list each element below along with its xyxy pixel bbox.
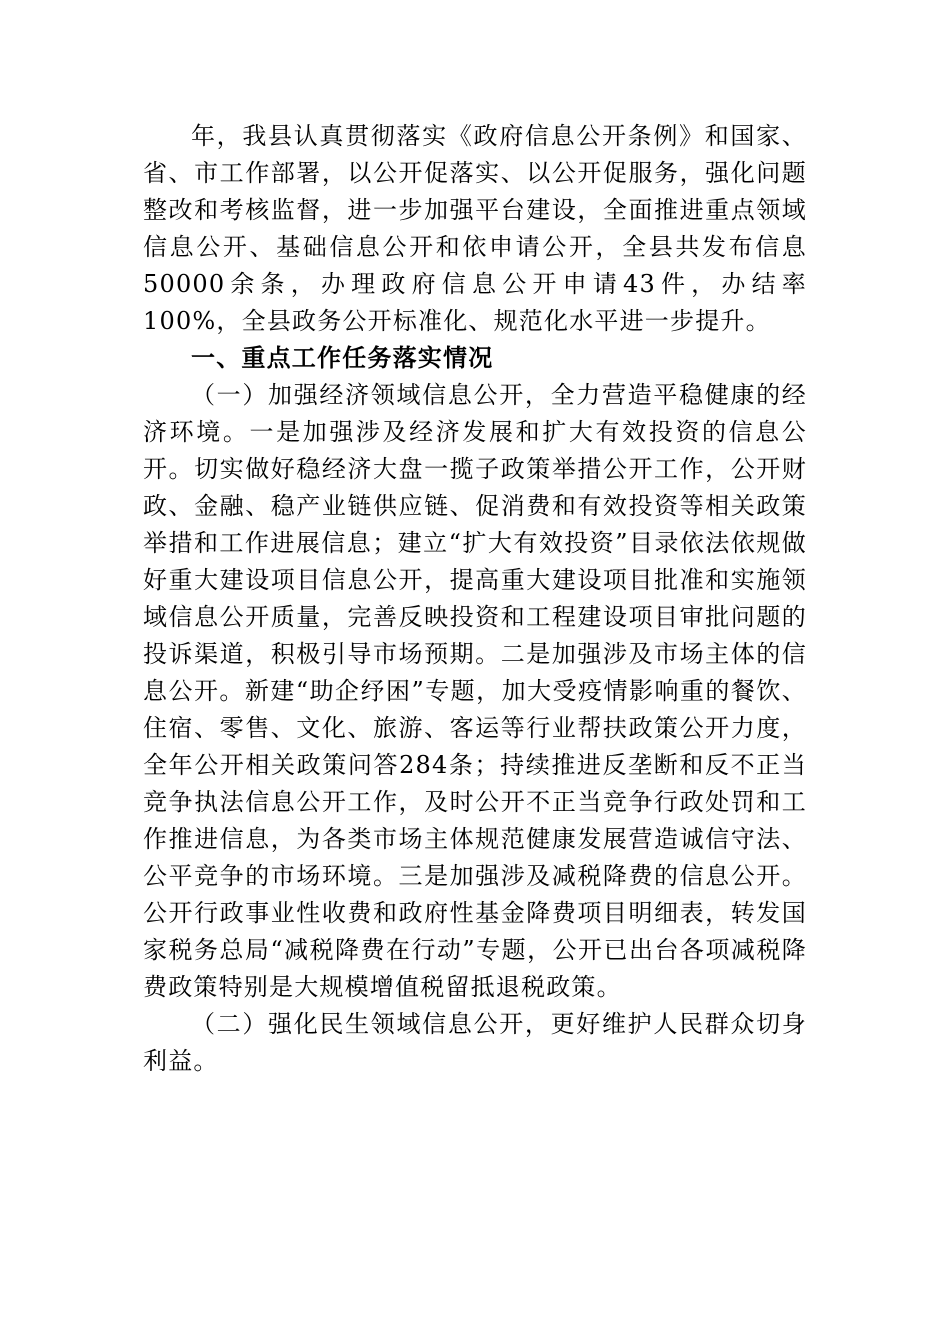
- subsection-1-paragraph: [143, 377, 807, 1006]
- subsection-1-lead: （一）加强经济领域信息公开，全力营造平稳健康的经济环境。: [143, 381, 807, 446]
- document-body: [143, 118, 807, 1080]
- subsection-2-paragraph: [143, 1006, 807, 1080]
- intro-paragraph: 年，我县认真贯彻落实《政府信息公开条例》和国家、省、市工作部署，以公开促落实、以公开促服务，强化问题整改和考核监督，进一步加强平台建设，全面推进重点领域信息公开、基础信息公开和依申请公开，全县共发布信息50000余条，办理政府信息公开申请43件，办结率100%，全县政务公开标准化、规范化水平进一步提升。: [143, 122, 807, 335]
- subsection-2-lead: （二）强化民生领域信息公开，更好维护人民群众切身利益。: [143, 1010, 807, 1075]
- section-heading: 一、重点工作任务落实情况: [191, 344, 494, 372]
- subsection-1-body: 一是加强涉及经济发展和扩大有效投资的信息公开。切实做好稳经济大盘一揽子政策举措公开工作，公开财政、金融、稳产业链供应链、促消费和有效投资等相关政策举措和工作进展信息；建立“扩大有效投资”目录依法依规做好重大建设项目信息公开，提高重大建设项目批准和实施领域信息公开质量，完善反映投资和工程建设项目审批问题的投诉渠道，积极引导市场预期。二是加强涉及市场主体的信息公开。新建“助企纾困”专题，加大受疫情影响重的餐饮、住宿、零售、文化、旅游、客运等行业帮扶政策公开力度，全年公开相关政策问答284条；持续推进反垄断和反不正当竞争执法信息公开工作，及时公开不正当竞争行政处罚和工作推进信息，为各类市场主体规范健康发展营造诚信守法、公平竞争的市场环境。三是加强涉及减税降费的信息公开。公开行政事业性收费和政府性基金降费项目明细表，转发国家税务总局“减税降费在行动”专题，公开已出台各项减税降费政策特别是大规模增值税留抵退税政策。: [143, 418, 807, 1001]
